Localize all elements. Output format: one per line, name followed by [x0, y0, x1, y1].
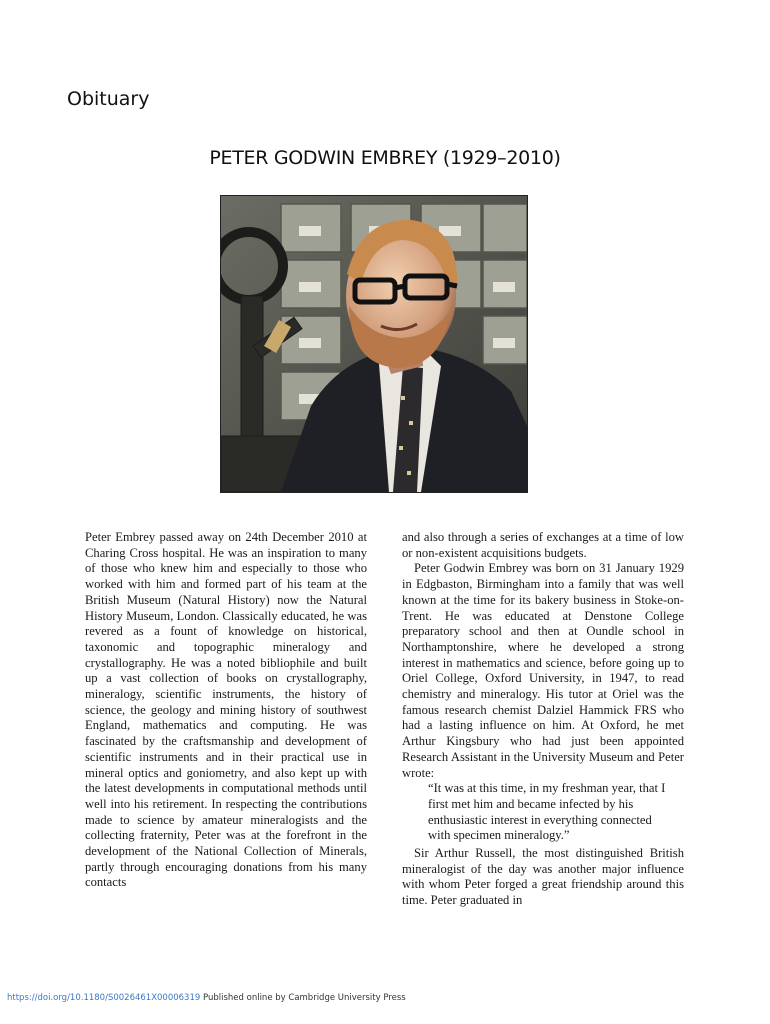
- footer: [7, 993, 406, 1003]
- portrait-photo-icon: [220, 195, 528, 493]
- section-label: Obituary: [67, 88, 150, 110]
- block-quote: “It was at this time, in my freshman year, that I first met him and became infected by his enthusiastic interest in everything connected with specimen mineralogy.”: [428, 781, 666, 843]
- doi-link[interactable]: https://doi.org/10.1180/S0026461X00006319: [7, 993, 201, 1003]
- paragraph: Peter Embrey passed away on 24th December 2010 at Charing Cross hospital. He was an inspiration to many of those who knew him and especially to those who worked with him and formed part of his team at the British Museum (Natural History) now the Natural History Museum, London. Classically educated, he was revered as a fount of knowledge on historical, taxonomic and topographic mineralogy and crystallography. He was a noted bibliophile and built up a vast collection of books on crystallography, mineralogy, scientific instruments, the history of science, the geology and mining history of southwest England, mathematics and computing. He was fascinated by the craftsmanship and development of scientific instruments and in their practical use in mineral optics and goniometry, and also kept up with the latest developments in computational methods until well into his retirement. In respecting the contributions made to science by amateur mineralogists and the collecting fraternity, Peter was at the forefront in the development of the National Collection of Minerals, partly through encouraging donations from his many contacts: [85, 530, 367, 890]
- right-column: [402, 530, 684, 909]
- paragraph: Peter Godwin Embrey was born on 31 January 1929 in Edgbaston, Birmingham into a family that was well known at the time for its bakery business in Stoke-on-Trent. He was educated at Denstone College preparatory school and then at Oundle school in Northamptonshire, where he developed a strong interest in mathematics and science, before going up to Oriel College, Oxford University, in 1947, to read chemistry and mineralogy. His tutor at Oriel was the famous research chemist Dalziel Hammick FRS who had a lasting influence on him. At Oxford, he met Arthur Kingsbury who had just been appointed Research Assistant in the University Museum and Peter wrote:: [402, 561, 684, 780]
- paragraph: and also through a series of exchanges at a time of low or non-existent acquisitions budgets.: [402, 530, 684, 560]
- left-column: [85, 530, 367, 891]
- article-title: PETER GODWIN EMBREY (1929–2010): [209, 147, 561, 169]
- paragraph: Sir Arthur Russell, the most distinguished British mineralogist of the day was another major influence with whom Peter forged a great friendship around this time. Peter graduated in: [402, 846, 684, 908]
- published-note: Published online by Cambridge University Press: [203, 993, 406, 1003]
